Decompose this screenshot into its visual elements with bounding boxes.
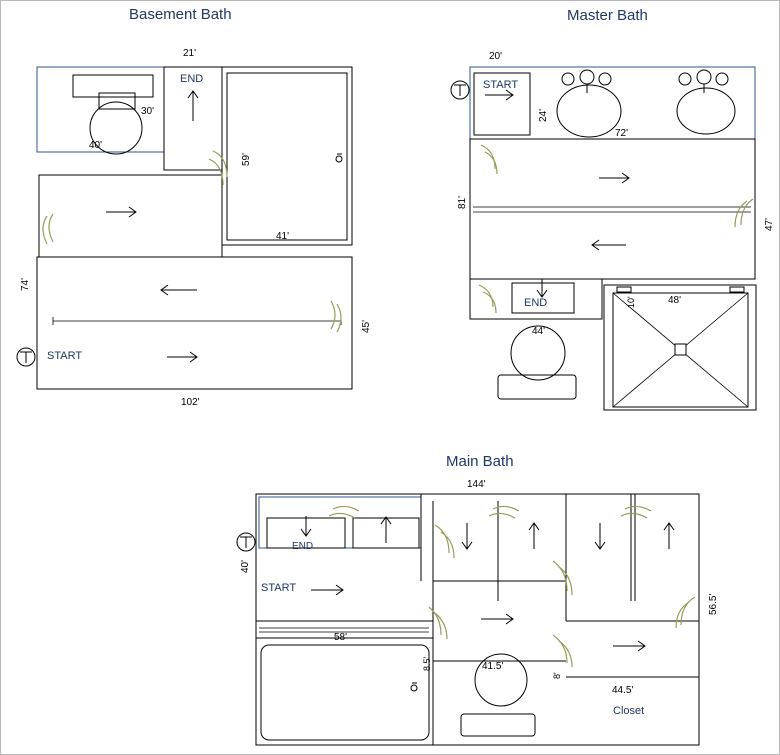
basement-start-label: START [47,350,83,362]
main-bath-drawing [1,1,780,755]
main-dim-toilet-width: 41.5' [482,661,504,672]
master-start-label: START [483,79,519,91]
master-dim-counter-width: 72' [615,128,629,139]
basement-dim-toilet-width: 40' [89,140,103,151]
main-dim-top-width: 144' [467,479,486,490]
main-dim-left-depth: 40' [240,559,251,573]
master-dim-shower-offset: 10' [626,296,636,308]
master-dim-vanity-depth: 24' [538,108,549,122]
main-dim-closet-width: 44.5' [612,685,634,696]
master-dim-shower-width: 48' [668,295,682,306]
main-end-label: END [292,541,314,552]
basement-dim-vanity-depth: 30' [141,106,155,117]
basement-end-label: END [180,73,204,85]
basement-dim-top-width: 21' [183,48,197,59]
basement-bath-title: Basement Bath [129,6,232,23]
master-end-label: END [524,297,548,309]
master-dim-right-height: 47' [764,217,775,231]
main-closet-label: Closet [613,705,645,717]
master-bath-title: Master Bath [567,7,648,24]
main-dim-right-height: 56.5' [708,593,719,615]
main-dim-mid-height-2: 8' [552,672,562,679]
main-start-label: START [261,582,297,594]
basement-dim-left-height: 74' [20,277,31,291]
main-bath-title: Main Bath [446,453,514,470]
master-dim-top-width: 20' [489,51,503,62]
master-dim-toilet-width: 44' [532,326,546,337]
main-dim-mid-height-1: 8.5' [422,656,432,671]
basement-dim-bottom-width: 102' [181,397,200,408]
basement-dim-tub-depth: 59' [241,152,252,166]
master-dim-left-height: 81' [457,195,468,209]
main-dim-tub-width: 58' [334,632,348,643]
basement-dim-tub-width: 41' [276,231,290,242]
basement-dim-right-height: 45' [361,319,372,333]
